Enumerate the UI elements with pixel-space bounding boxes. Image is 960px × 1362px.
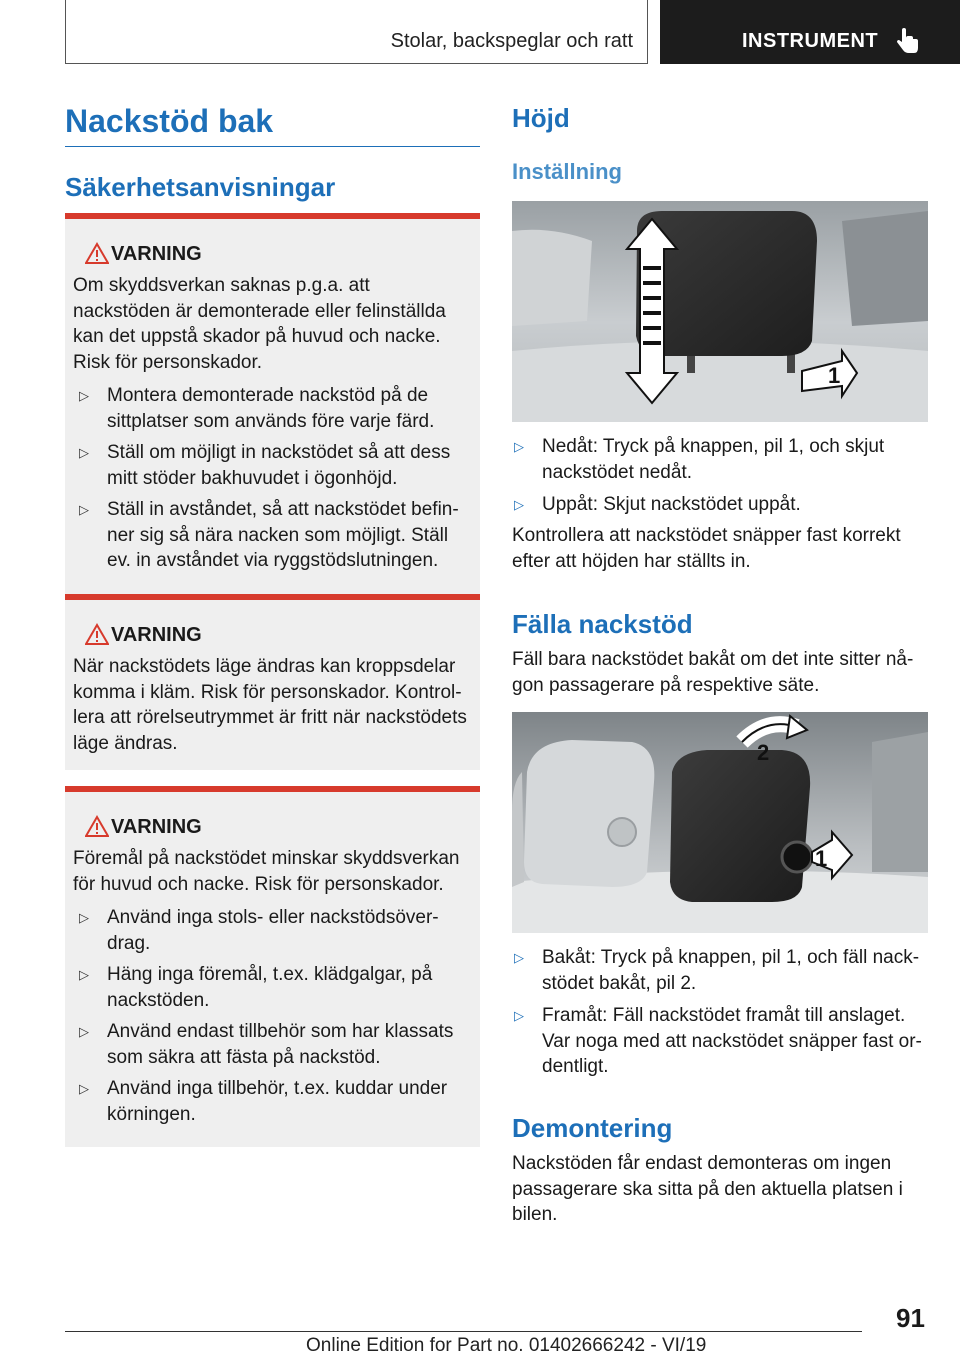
warning-list: [73, 383, 472, 574]
list-item: ▷ Använd inga stols- eller nackstödsöverdrag.: [73, 905, 472, 956]
warning-box-2: [65, 594, 480, 770]
footer-edition: Online Edition for Part no. 01402666242 - VI/19: [306, 1335, 707, 1356]
list-item: ▷ Montera demonterade nackstöd på de sittplatser som används före varje färd.: [73, 383, 472, 434]
list-item: ▷ Nedåt: Tryck på knappen, pil 1, och skjut nackstödet nedåt.: [512, 434, 928, 485]
section-heading-height: Höjd: [512, 103, 570, 133]
callout-label: 2: [757, 740, 770, 765]
pointing-hand-icon: [896, 28, 920, 54]
list-item: ▷ Använd inga tillbehör, t.ex. kuddar under körningen.: [73, 1076, 472, 1127]
warning-title-text: VARNING: [111, 243, 202, 265]
list-item: ▷ Häng inga föremål, t.ex. klädgalgar, på nackstöden.: [73, 962, 472, 1013]
warning-triangle-icon: [85, 815, 109, 837]
section-heading-fold: Fälla nackstöd: [512, 609, 693, 639]
warning-title: [73, 622, 472, 648]
warning-triangle-icon: [85, 623, 109, 645]
warning-box-1: [65, 213, 480, 594]
warning-title-text: VARNING: [111, 816, 202, 838]
list-item: ▷ Ställ om möjligt in nackstödet så att dess mitt stöder bakhuvudet i ögonhöjd.: [73, 440, 472, 491]
section-heading-remove: Demontering: [512, 1113, 673, 1143]
warning-title-text: VARNING: [111, 624, 202, 646]
title-rule: [65, 146, 480, 147]
headrest-fold-illustration: [512, 712, 928, 933]
warning-text: Föremål på nackstödet minskar skyddsverkan för huvud och nacke. Risk för personskador.: [73, 848, 460, 895]
footer-rule: [65, 1331, 862, 1332]
remove-text: Nackstöden får endast demonteras om ingen passagerare ska sitta på den aktuella platsen i bilen.: [512, 1153, 903, 1225]
warning-list: [73, 905, 472, 1127]
header-chapter-label: INSTRUMENT: [742, 30, 879, 52]
page-title: Nackstöd bak: [65, 103, 274, 139]
warning-box-3: [65, 786, 480, 1147]
list-item: ▷ Använd endast tillbehör som har klassats som säkra att fästa på nackstöd.: [73, 1019, 472, 1070]
page-number: 91: [896, 1303, 925, 1333]
adjust-list: [512, 434, 928, 525]
fold-text: Fäll bara nackstödet bakåt om det inte sitter någon passagerare på respektive säte.: [512, 649, 914, 696]
warning-triangle-icon: [85, 242, 109, 264]
warning-title: [73, 241, 472, 267]
warning-title: [73, 814, 472, 840]
subheading-adjust: Inställning: [512, 159, 622, 184]
list-item: ▷ Uppåt: Skjut nackstödet uppåt.: [512, 492, 928, 518]
header-section-tab: [65, 0, 648, 64]
list-item: ▷ Ställ in avståndet, så att nackstödet befinner sig så nära nacken som möjligt. Ställ ev. in avståndet via ryggstödslutningen.: [73, 497, 472, 574]
list-item: ▷ Bakåt: Tryck på knappen, pil 1, och fäll nackstödet bakåt, pil 2.: [512, 945, 928, 996]
fold-list: [512, 945, 928, 1087]
warning-text: När nackstödets läge ändras kan kroppsdelar komma i kläm. Risk för personskador. Kontrollera att rörelseutrymmet är fritt när nackstödets läge ändras.: [73, 656, 467, 754]
headrest-height-illustration: [512, 201, 928, 422]
list-item: ▷ Framåt: Fäll nackstödet framåt till anslaget. Var noga med att nackstödet snäpper fast ordentligt.: [512, 1003, 928, 1080]
callout-label: 1: [815, 846, 828, 871]
header-section-label: Stolar, backspeglar och ratt: [390, 30, 633, 52]
adjust-note: Kontrollera att nackstödet snäpper fast korrekt efter att höjden har ställts in.: [512, 525, 901, 572]
callout-label: 1: [828, 363, 841, 388]
warning-text: Om skyddsverkan saknas p.g.a. att nackstöden är demonterade eller felinställda kan det uppstå skador på huvud och nacke. Risk för personskador.: [73, 275, 446, 373]
section-heading-safety: Säkerhetsanvisningar: [65, 172, 336, 202]
